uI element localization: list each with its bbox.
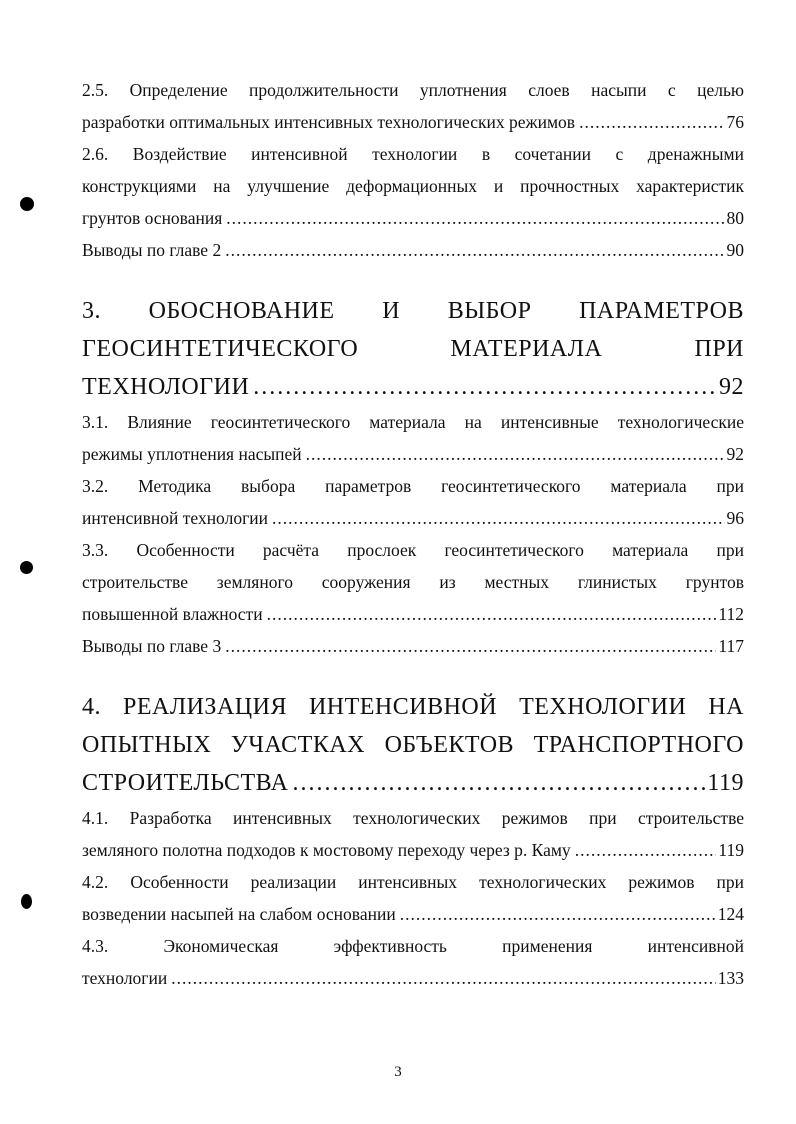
toc-page-number: 112 — [718, 604, 744, 624]
toc-page-number: 90 — [726, 240, 744, 260]
toc-entry-last-line — [82, 598, 744, 630]
dot-leader — [292, 764, 705, 802]
toc-conclusions-chapter-2 — [82, 234, 744, 266]
chapter-heading-last-line — [82, 764, 744, 802]
dot-leader — [306, 438, 725, 470]
table-of-contents — [82, 74, 744, 994]
dot-leader — [579, 106, 724, 138]
toc-entry-text: 2.5. Определение продолжительности уплотнения слоев насыпи с целью — [82, 80, 744, 100]
toc-page-number: 92 — [719, 374, 744, 400]
toc-entry-text: строительстве земляного сооружения из местных глинистых грунтов — [82, 572, 744, 592]
toc-entry-last-line — [82, 898, 744, 930]
toc-entry-text: повышенной влажности — [82, 604, 263, 624]
toc-page-number: 92 — [726, 444, 744, 464]
toc-entry-text: 3.1. Влияние геосинтетического материала на интенсивные технологические — [82, 412, 744, 432]
toc-entry-text: земляного полотна подходов к мостовому переходу через р. Каму — [82, 840, 571, 860]
dot-leader — [225, 630, 716, 662]
toc-entry-last-line — [82, 630, 744, 662]
toc-entry-4-1 — [82, 802, 744, 866]
toc-entry-text: Выводы по главе 2 — [82, 240, 222, 260]
toc-entry-text: разработки оптимальных интенсивных технологических режимов — [82, 112, 576, 132]
toc-page-number: 133 — [717, 968, 744, 988]
toc-entry-text: грунтов основания — [82, 208, 223, 228]
toc-page-number: 76 — [726, 112, 744, 132]
toc-page-number: 80 — [726, 208, 744, 228]
dot-leader — [253, 368, 717, 406]
toc-entry-text: 3.2. Методика выбора параметров геосинтетического материала при — [82, 476, 744, 496]
toc-entry-2-6 — [82, 138, 744, 234]
toc-entry-last-line — [82, 234, 744, 266]
toc-page-number: 96 — [726, 508, 744, 528]
page-number: 3 — [394, 1064, 402, 1080]
toc-entry-text: технологии — [82, 968, 168, 988]
toc-entry-2-5 — [82, 74, 744, 138]
toc-entry-3-2 — [82, 470, 744, 534]
toc-entry-text: конструкциями на улучшение деформационных и прочностных характеристик — [82, 176, 744, 196]
toc-conclusions-chapter-3 — [82, 630, 744, 662]
toc-page-number: 124 — [717, 904, 744, 924]
toc-chapter-3 — [82, 292, 744, 406]
dot-leader — [171, 962, 716, 994]
binding-hole-mark — [21, 894, 32, 909]
dot-leader — [267, 598, 717, 630]
dot-leader — [226, 202, 724, 234]
binding-hole-mark — [20, 197, 34, 211]
toc-entry-text: 4.1. Разработка интенсивных технологических режимов при строительстве — [82, 808, 744, 828]
dot-leader — [225, 234, 724, 266]
chapter-heading-text: ТЕХНОЛОГИИ — [82, 374, 250, 400]
chapter-heading-text: ГЕОСИНТЕТИЧЕСКОГО МАТЕРИАЛА ПРИ — [82, 336, 744, 362]
toc-page-number: 119 — [707, 770, 744, 796]
dot-leader — [575, 834, 717, 866]
toc-chapter-4 — [82, 688, 744, 802]
toc-entry-3-1 — [82, 406, 744, 470]
chapter-heading-text: ОПЫТНЫХ УЧАСТКАХ ОБЪЕКТОВ ТРАНСПОРТНОГО — [82, 732, 744, 758]
toc-entry-text: 3.3. Особенности расчёта прослоек геосинтетического материала при — [82, 540, 744, 560]
toc-entry-text: возведении насыпей на слабом основании — [82, 904, 396, 924]
toc-entry-last-line — [82, 962, 744, 994]
chapter-heading-text: 3. ОБОСНОВАНИЕ И ВЫБОР ПАРАМЕТРОВ — [82, 298, 744, 324]
toc-entry-4-2 — [82, 866, 744, 930]
binding-hole-mark — [20, 561, 33, 574]
toc-entry-text: интенсивной технологии — [82, 508, 268, 528]
dot-leader — [272, 502, 725, 534]
toc-entry-4-3 — [82, 930, 744, 994]
toc-page-number: 117 — [718, 636, 744, 656]
chapter-heading-last-line — [82, 368, 744, 406]
toc-entry-last-line — [82, 502, 744, 534]
toc-entry-text: 2.6. Воздействие интенсивной технологии в сочетании с дренажными — [82, 144, 744, 164]
toc-entry-3-3 — [82, 534, 744, 630]
toc-entry-text: 4.2. Особенности реализации интенсивных технологических режимов при — [82, 872, 744, 892]
toc-entry-text: 4.3. Экономическая эффективность применения интенсивной — [82, 936, 744, 956]
toc-entry-last-line — [82, 438, 744, 470]
toc-entry-text: режимы уплотнения насыпей — [82, 444, 302, 464]
chapter-heading-text: 4. РЕАЛИЗАЦИЯ ИНТЕНСИВНОЙ ТЕХНОЛОГИИ НА — [82, 694, 744, 720]
toc-entry-last-line — [82, 106, 744, 138]
toc-entry-last-line — [82, 834, 744, 866]
toc-entry-last-line — [82, 202, 744, 234]
toc-entry-text: Выводы по главе 3 — [82, 636, 222, 656]
toc-page-number: 119 — [718, 840, 744, 860]
dot-leader — [400, 898, 716, 930]
chapter-heading-text: СТРОИТЕЛЬСТВА — [82, 770, 289, 796]
